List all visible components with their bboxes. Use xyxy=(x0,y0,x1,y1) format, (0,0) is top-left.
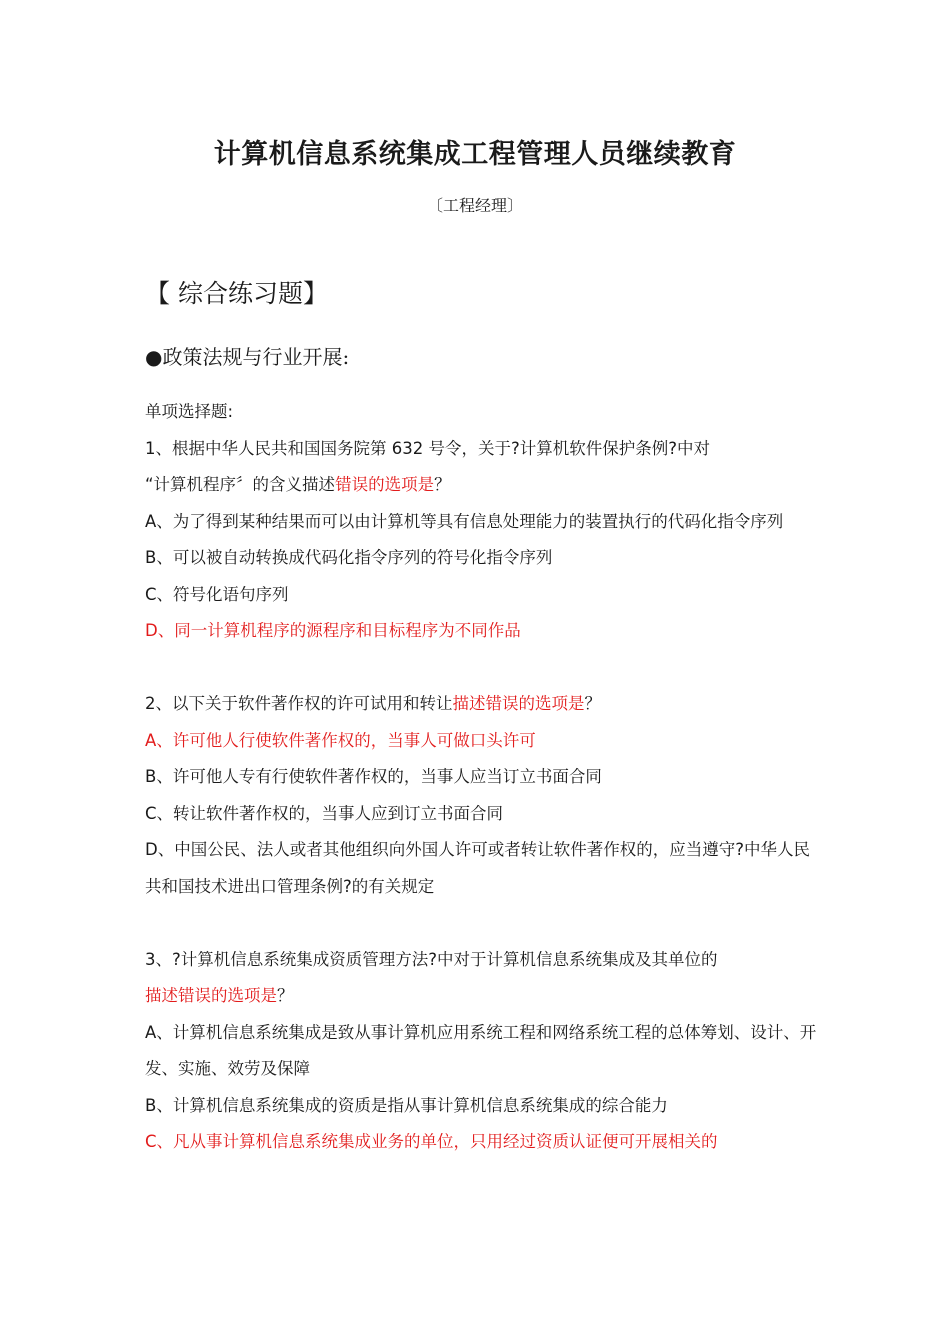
q3-option-a: A、计算机信息系统集成是致从事计算机应用系统工程和网络系统工程的总体筹划、设计、开发、实施、效劳及保障 xyxy=(145,1022,817,1078)
q1-option-c: C、符号化语句序列 xyxy=(145,584,289,604)
q3-stem-line2 xyxy=(145,978,825,1015)
q2-option-c: C、转让软件著作权的，当事人应到订立书面合同 xyxy=(145,803,504,823)
q3-stem-end: ？ xyxy=(277,986,294,1005)
q3-option-c-answer: C、凡从事计算机信息系统集成业务的单位，只用经过资质认证便可开展相关的 xyxy=(145,1132,718,1151)
q2-stem-text: 2、以下关于软件著作权的许可试用和转让 xyxy=(145,694,453,713)
q1-option-b: B、可以被自动转换成代码化指令序列的符号化指令序列 xyxy=(145,548,553,567)
q2-stem-end: ？ xyxy=(584,694,601,713)
question-body xyxy=(145,394,825,1161)
q2-stem xyxy=(145,686,825,723)
question-type-label: 单项选择题: xyxy=(145,402,234,421)
section-heading: 【 综合练习题】 xyxy=(145,279,328,308)
q2-option-d: D、中国公民、法人或者其他组织向外国人许可或者转让软件著作权的，应当遵守?中华人民共和国技术进出口管理条例?的有关规定 xyxy=(145,840,810,896)
q2-option-a-answer: A、许可他人行使软件著作权的，当事人可做口头许可 xyxy=(145,730,536,750)
q1-option-a: A、为了得到某种结果而可以由计算机等具有信息处理能力的装置执行的代码化指令序列 xyxy=(145,511,784,531)
q3-stem-highlight: 描述错误的选项是 xyxy=(145,986,277,1005)
q1-stem-line2 xyxy=(145,467,825,504)
q3-stem-line1: 3、?计算机信息系统集成资质管理方法?中对于计算机信息系统集成及其单位的 xyxy=(145,949,718,969)
q1-stem-highlight: 错误的选项是 xyxy=(335,475,435,494)
spacer xyxy=(145,650,825,687)
q1-stem-line1: 1、根据中华人民共和国国务院第 632 号令，关于?计算机软件保护条例?中对 xyxy=(145,438,710,458)
q2-option-b: B、许可他人专有行使软件著作权的，当事人应当订立书面合同 xyxy=(145,767,602,786)
q3-option-b: B、计算机信息系统集成的资质是指从事计算机信息系统集成的综合能力 xyxy=(145,1095,668,1115)
q1-stem-end: ？ xyxy=(434,475,451,494)
q2-stem-highlight: 描述错误的选项是 xyxy=(452,694,585,713)
document-title: 计算机信息系统集成工程管理人员继续教育 xyxy=(213,139,737,170)
document-subtitle: 〔工程经理〕 xyxy=(426,196,523,215)
q1-stem-text: “计算机程序〞的含义描述 xyxy=(145,475,336,494)
q1-option-d-answer: D、同一计算机程序的源程序和目标程序为不同作品 xyxy=(145,621,521,640)
subsection-heading: ●政策法规与行业开展: xyxy=(145,345,350,369)
spacer xyxy=(145,905,825,942)
